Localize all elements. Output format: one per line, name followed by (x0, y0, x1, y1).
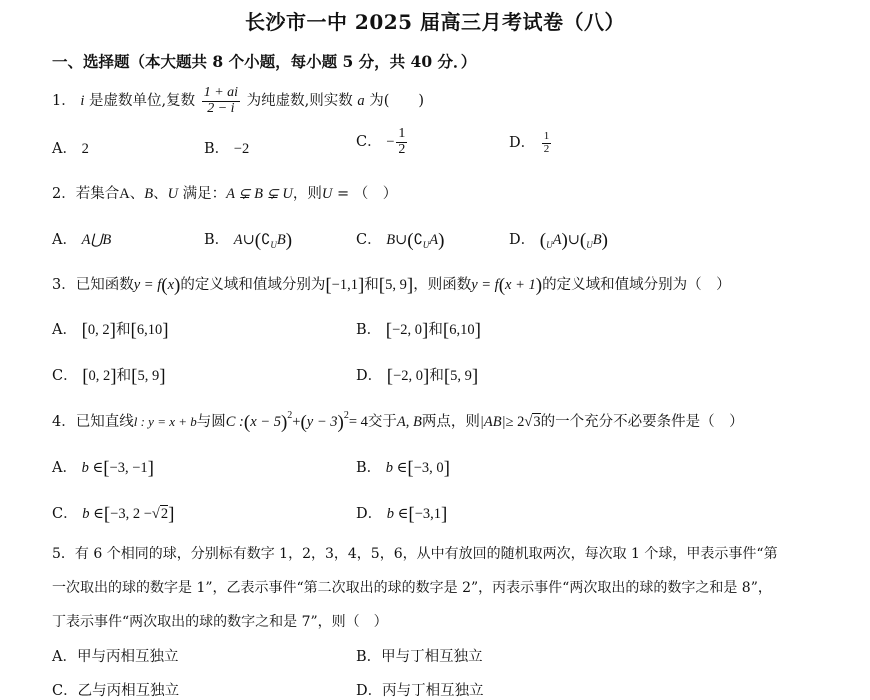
q4-circle-exp-2: 2 (343, 410, 349, 421)
q2-option-d-sub-u2: U (586, 240, 593, 250)
q4-line-equation: l : y = x + b (133, 414, 197, 429)
q2-sep-1: 、 (129, 186, 145, 202)
q3-arg-2: x + 1 (505, 277, 536, 293)
q2-u-2: U (321, 186, 333, 202)
q1-option-a-label: A． (52, 141, 77, 157)
q4-option-d-label: D． (356, 506, 383, 522)
q2-option-d-a: A (552, 232, 562, 248)
q4-option-d-b: b ∈ (386, 506, 409, 522)
q1-option-d-num: 1 (543, 130, 550, 142)
q4-circle-rhs: = 4 (348, 414, 368, 430)
question-3: 3．已知函数y = f(x)的定义域和值域分别为[−1,1]和[5, 9]，则函数y = f(x + 1)的定义域和值域分别为（ ） (52, 275, 731, 296)
q2-option-a-label: A． (52, 232, 77, 248)
q1-option-b-label: B． (204, 141, 230, 157)
q5-option-c-value: 乙与丙相互独立 (77, 683, 180, 699)
q5-option-b-label: B． (356, 649, 382, 665)
q3-option-a: A． [0, 2]和[6,10] (52, 320, 169, 341)
q3-option-a-label: A． (52, 322, 77, 338)
q1-option-a (52, 137, 89, 158)
q3-option-d-label: D． (356, 368, 383, 384)
q1-option-c (356, 127, 409, 157)
q3-option-b-range: 6,10 (449, 322, 475, 338)
q2-option-b-a: A∪ (233, 232, 255, 248)
q1-text-1: 是虚数单位,复数 (88, 93, 196, 110)
q2-text-1: 若集合 (75, 186, 120, 202)
q3-range-1: 5, 9 (385, 277, 407, 293)
section-heading: 一、选择题（本大题共 8 个小题，每小题 5 分，共 40 分．） (52, 52, 477, 71)
q2-option-b-label: B． (204, 232, 230, 248)
q4-text-1: 已知直线 (75, 414, 134, 430)
q5-line-1: 5．有 6 个相同的球，分别标有数字 1，2，3，4，5，6，从中有放回的随机取两次，每次取 1 个球，甲表示事件“第 (52, 546, 778, 562)
q2-number: 2． (52, 186, 76, 202)
q1-frac-numerator: 1 + ai (203, 85, 239, 100)
q3-option-d-range: 5, 9 (450, 368, 472, 384)
q3-text-2: 的定义域和值域分别为 (180, 277, 326, 293)
q5-option-c (52, 679, 179, 700)
q2-option-b-complement: ∁ (261, 232, 271, 248)
q2-sep-2: 、 (153, 186, 168, 202)
q3-option-d-and: 和 (429, 368, 444, 384)
q5-line-3: 丁表示事件“两次取出的球的数字之和是 7”，则（ ） (52, 614, 388, 630)
q1-option-b (204, 137, 249, 158)
q2-option-c-a: A (429, 232, 439, 248)
q3-text-5: 的定义域和值域分别为（ ） (542, 277, 731, 293)
q3-option-b-label: B． (356, 322, 382, 338)
q1-a: a (357, 93, 365, 110)
q2-option-c: C． $B\cup(∁_UA)$ (356, 230, 445, 251)
q2-option-d-cup: ∪ (567, 232, 580, 248)
q2-option-b-sub-u: U (270, 240, 277, 250)
q2-set-u: U (167, 186, 179, 202)
q2-condition: A ⊊ B ⊊ U (226, 186, 293, 202)
q3-function-2: y = f (471, 277, 499, 293)
q4-option-c-b: b ∈ (82, 506, 104, 522)
q1-option-c-fraction (396, 127, 407, 157)
q4-option-b-b: b ∈ (385, 460, 408, 476)
q3-option-c: C． [0, 2]和[5, 9] (52, 366, 166, 387)
q3-text-4: ，则函数 (413, 277, 472, 293)
q3-option-c-range: 5, 9 (137, 368, 160, 384)
q3-option-a-domain: 0, 2 (87, 322, 110, 338)
q4-option-c-label: C． (52, 506, 78, 522)
q3-domain-1: −1,1 (331, 277, 358, 293)
q2-option-d: D． $(_UA)\cup(_UB)$ (509, 230, 608, 251)
q3-option-d-domain: −2, 0 (393, 368, 424, 384)
q3-text-1: 已知函数 (75, 277, 134, 293)
q3-option-a-and: 和 (116, 322, 131, 338)
q3-option-d: D． [−2, 0]和[5, 9] (356, 366, 479, 387)
q5-option-a (52, 645, 178, 666)
q1-option-b-value: −2 (233, 141, 250, 157)
q4-circle-plus: + (292, 414, 301, 430)
q4-option-a: A． b ∈[−3, −1] (52, 458, 154, 479)
exam-title: 长沙市一中 2025 届高三月考试卷（八） (244, 10, 626, 34)
q4-option-b-label: B． (356, 460, 382, 476)
q2-option-c-complement: ∁ (413, 232, 423, 248)
q1-option-d-label: D． (509, 135, 536, 152)
q3-option-b-and: 和 (428, 322, 443, 338)
q2-option-c-label: C． (356, 232, 382, 248)
q4-option-d: D． b ∈[−3,1] (356, 504, 448, 525)
q2-text-4: = （ ） (332, 186, 398, 202)
q4-option-c-sqrt: 2 (160, 506, 169, 522)
q2-option-b: B． $A\cup(∁_UB)$ (204, 230, 293, 251)
q4-text-5: 的一个充分不必要条件是（ ） (540, 414, 744, 430)
q5-option-d-value: 丙与丁相互独立 (382, 683, 484, 699)
q3-option-c-and: 和 (116, 368, 132, 384)
q4-circle-label: C : (225, 414, 244, 430)
q4-text-3: 交于 (367, 414, 397, 430)
q4-distance: |AB| (479, 414, 506, 430)
q1-option-d-den: 2 (543, 142, 550, 155)
q4-text-4: 两点，则 (421, 414, 480, 430)
q3-option-c-domain: 0, 2 (88, 368, 111, 384)
q3-option-b-domain: −2, 0 (392, 322, 423, 338)
question-1 (52, 86, 424, 116)
q2-text-2: 满足： (182, 186, 227, 202)
q4-option-c: C． b ∈[−3, 2 −√2] (52, 504, 175, 525)
q4-option-d-interval: −3,1 (414, 506, 441, 522)
q4-number: 4． (52, 414, 76, 430)
q2-set-a: A (119, 186, 130, 202)
q5-line-2: 一次取出的球的数字是 1”，乙表示事件“第二次取出的球的数字是 2”，丙表示事件“两次取出的球的数字之和是 8”， (52, 580, 772, 596)
q4-option-a-label: A． (52, 460, 77, 476)
q1-i: i (80, 93, 85, 110)
q5-option-d (356, 679, 484, 700)
q1-text-2: 为纯虚数,则实数 (246, 93, 353, 110)
q3-option-c-label: C． (52, 368, 78, 384)
q2-option-a (52, 228, 111, 249)
q3-text-3: 和 (364, 277, 379, 293)
q3-function-1: y = f (133, 277, 162, 293)
q2-text-3: ，则 (292, 186, 322, 202)
q5-option-d-label: D． (356, 683, 383, 699)
q5-option-a-value: 甲与丙相互独立 (76, 649, 179, 665)
q1-number: 1． (52, 93, 76, 110)
q4-sqrt-value: 3 (533, 414, 541, 430)
q2-option-d-b: B (592, 232, 602, 248)
q5-option-b-value: 甲与丁相互独立 (381, 649, 483, 665)
q2-option-b-b: B (276, 232, 286, 248)
q2-set-b: B (144, 186, 154, 202)
q4-option-a-interval: −3, −1 (109, 460, 148, 476)
q4-circle-term-2: y − 3 (306, 414, 338, 430)
q2-option-c-b: B∪ (386, 232, 408, 248)
q4-option-c-interval: −3, 2 − (110, 506, 152, 522)
q4-option-a-b: b ∈ (81, 460, 104, 476)
q2-option-d-label: D． (509, 232, 536, 248)
q4-option-b: B． b ∈[−3, 0] (356, 458, 450, 479)
q4-circle-exp-1: 2 (287, 410, 293, 421)
q1-option-c-den: 2 (398, 141, 406, 157)
q3-arg-1: x (167, 277, 174, 293)
q1-option-a-value: 2 (81, 141, 89, 157)
question-4: 4．已知直线l : y = x + b与圆C :(x − $5)^2+(y - 3)^2= 4$交于A, B两点，则|AB|≥ 2√3的一个充分不必要条件是（ ） (52, 410, 744, 433)
q5-option-c-label: C． (52, 683, 78, 699)
q5-option-b (356, 645, 483, 666)
q1-option-c-label: C． (356, 134, 382, 151)
q2-option-c-sub-u: U (422, 240, 430, 250)
q1-option-d (509, 131, 553, 155)
q4-text-2: 与圆 (196, 414, 226, 430)
q4-ge: ≥ 2 (505, 414, 525, 430)
q1-text-3: 为( ) (369, 93, 425, 110)
q5-option-a-label: A． (52, 649, 77, 665)
q2-option-d-sub-u1: U (546, 240, 553, 250)
q3-option-b: B． [−2, 0]和[6,10] (356, 320, 481, 341)
q1-fraction (202, 86, 240, 116)
q1-option-c-num: 1 (398, 126, 406, 141)
q4-circle-term-1: x − 5 (250, 414, 281, 430)
q1-frac-denominator: 2 − i (207, 100, 235, 116)
question-2 (52, 182, 397, 203)
q2-option-a-value: A⋃B (81, 232, 112, 248)
q1-option-d-fraction (542, 131, 552, 155)
q3-number: 3． (52, 277, 76, 293)
q1-option-c-minus: − (386, 134, 395, 151)
q3-option-a-range: 6,10 (136, 322, 163, 338)
q4-points: A, B (396, 414, 422, 430)
q4-option-b-interval: −3, 0 (413, 460, 444, 476)
